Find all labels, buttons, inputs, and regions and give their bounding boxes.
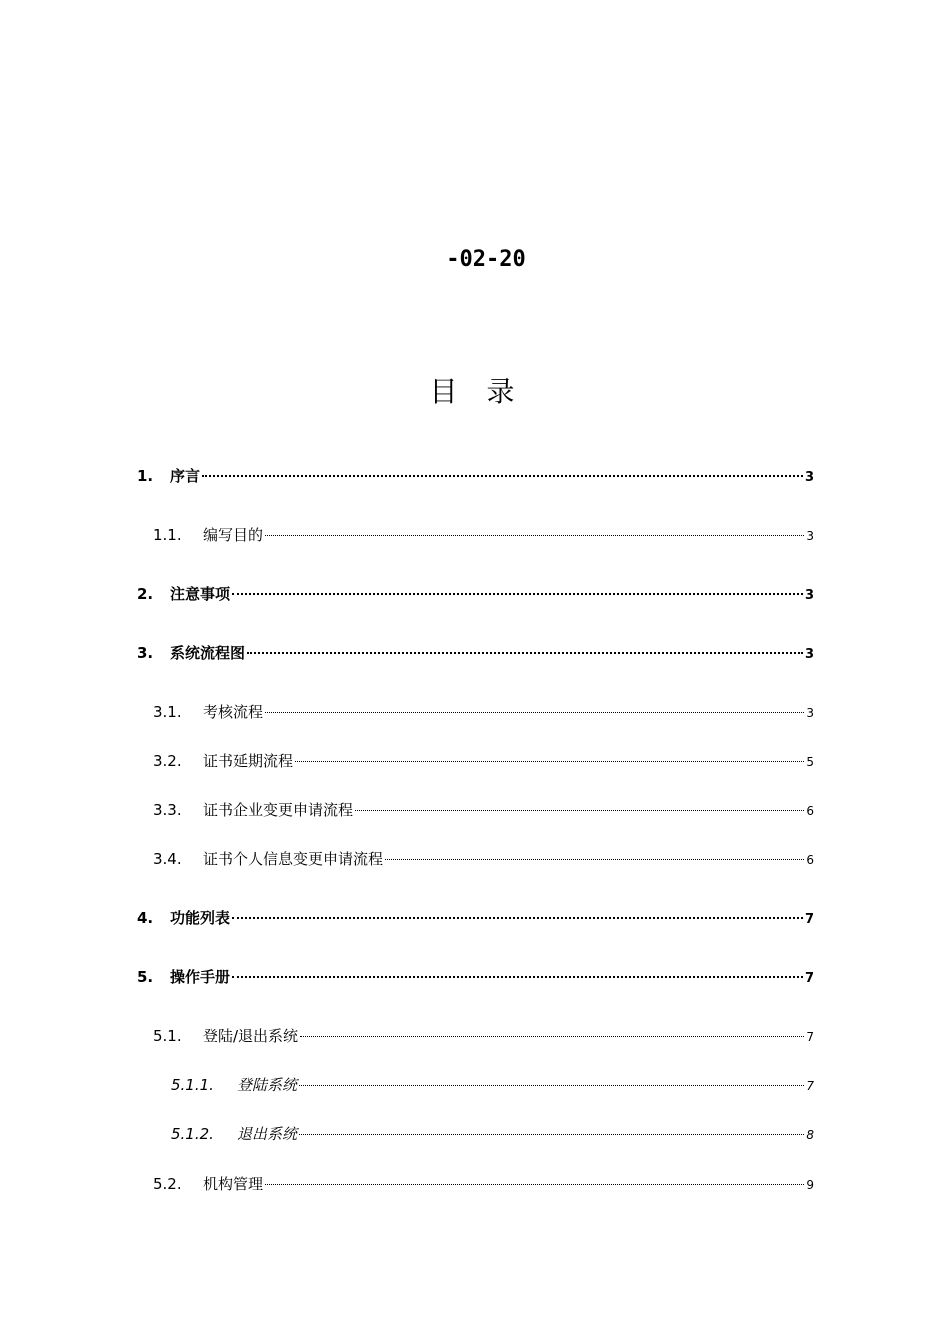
dot-leader — [232, 917, 803, 919]
toc-entry-number: 3.1. — [153, 703, 182, 721]
toc-entry-page: 5 — [806, 755, 814, 769]
toc-entry-label: 登陆系统 — [237, 1076, 298, 1094]
toc-entry-page: 8 — [806, 1128, 814, 1142]
toc-entry-page: 3 — [806, 706, 814, 720]
toc-entry-number: 5.1. — [153, 1027, 182, 1045]
toc-title: 目 录 — [429, 375, 525, 408]
dot-leader — [247, 652, 803, 654]
dot-leader — [265, 1184, 804, 1185]
toc-entry-3-1[interactable] — [153, 702, 814, 722]
toc-entry-label: 序言 — [170, 467, 201, 485]
toc-entry-page: 3 — [804, 588, 814, 603]
toc-entry-page: 7 — [804, 971, 814, 986]
toc-entry-5-1-2[interactable] — [171, 1124, 814, 1144]
toc-entry-1[interactable] — [137, 466, 814, 486]
toc-entry-page: 7 — [806, 1079, 814, 1093]
toc-entry-page: 7 — [806, 1030, 814, 1044]
dot-leader — [265, 535, 804, 536]
toc-entry-page: 6 — [806, 804, 814, 818]
toc-entry-3-3[interactable] — [153, 800, 814, 820]
dot-leader — [385, 859, 804, 860]
toc-entry-number: 3.2. — [153, 752, 182, 770]
dot-leader — [300, 1036, 804, 1037]
toc-entry-3[interactable] — [137, 643, 814, 663]
dot-leader — [295, 761, 804, 762]
toc-entry-label: 证书延期流程 — [203, 752, 294, 770]
toc-entry-label: 机构管理 — [203, 1175, 264, 1193]
toc-entry-number: 3. — [137, 644, 154, 662]
toc-entry-number: 5.1.2. — [171, 1125, 214, 1143]
document-date: -02-20 — [446, 247, 526, 272]
toc-entry-number: 3.4. — [153, 850, 182, 868]
toc-entry-5-1[interactable] — [153, 1026, 814, 1046]
dot-leader — [299, 1134, 804, 1135]
toc-entry-number: 5.2. — [153, 1175, 182, 1193]
toc-entry-page: 6 — [806, 853, 814, 867]
toc-entry-1-1[interactable] — [153, 525, 814, 545]
toc-entry-number: 1.1. — [153, 526, 182, 544]
toc-entry-number: 4. — [137, 909, 154, 927]
toc-entry-number: 1. — [137, 467, 154, 485]
toc-entry-label: 操作手册 — [170, 968, 231, 986]
toc-entry-label: 退出系统 — [237, 1125, 298, 1143]
toc-entry-3-2[interactable] — [153, 751, 814, 771]
toc-entry-label: 编写目的 — [203, 526, 264, 544]
toc-entry-label: 证书个人信息变更申请流程 — [203, 850, 384, 868]
dot-leader — [265, 712, 804, 713]
toc-entry-number: 5.1.1. — [171, 1076, 214, 1094]
toc-entry-label: 证书企业变更申请流程 — [203, 801, 354, 819]
toc-entry-page: 9 — [806, 1178, 814, 1192]
toc-entry-5-2[interactable] — [153, 1174, 814, 1194]
toc-entry-5-1-1[interactable] — [171, 1075, 814, 1095]
toc-entry-number: 2. — [137, 585, 154, 603]
dot-leader — [232, 976, 803, 978]
toc-entry-label: 系统流程图 — [170, 644, 246, 662]
dot-leader — [232, 593, 803, 595]
toc-entry-page: 3 — [804, 470, 814, 485]
toc-entry-label: 考核流程 — [203, 703, 264, 721]
dot-leader — [202, 475, 803, 477]
toc-entry-4[interactable] — [137, 908, 814, 928]
toc-entry-page: 7 — [804, 912, 814, 927]
toc-entry-number: 5. — [137, 968, 154, 986]
toc-entry-number: 3.3. — [153, 801, 182, 819]
toc-entry-label: 注意事项 — [170, 585, 231, 603]
toc-entry-label: 登陆/退出系统 — [203, 1027, 299, 1045]
toc-entry-page: 3 — [806, 529, 814, 543]
toc-entry-2[interactable] — [137, 584, 814, 604]
dot-leader — [299, 1085, 804, 1086]
toc-entry-page: 3 — [804, 647, 814, 662]
toc-entry-3-4[interactable] — [153, 849, 814, 869]
toc-entry-label: 功能列表 — [170, 909, 231, 927]
dot-leader — [355, 810, 804, 811]
toc-entry-5[interactable] — [137, 967, 814, 987]
